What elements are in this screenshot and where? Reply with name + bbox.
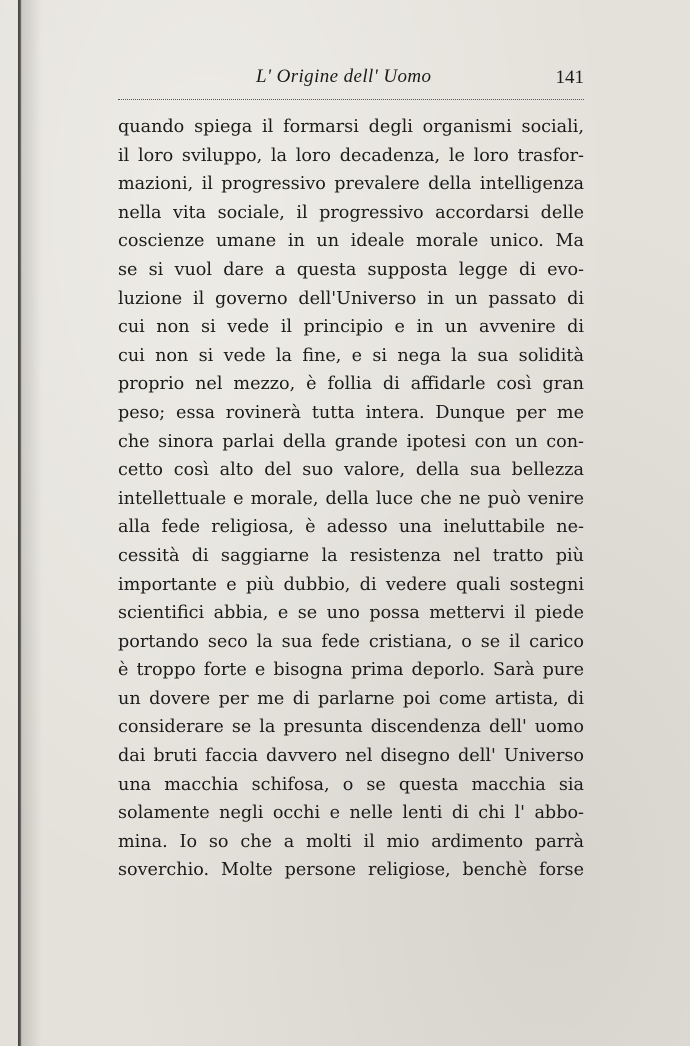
text-line: importante e più dubbio, di vedere quali sostegni [118,574,584,595]
text-line: portando seco la sua fede cristiana, o se il carico [118,631,584,652]
text-line: mazioni, il progressivo prevalere della intelligenza [118,174,584,195]
text-line: una macchia schifosa, o se questa macchia sia [118,774,584,795]
text-line: cetto così alto del suo valore, della sua bellezza [118,460,584,481]
text-line: è troppo forte e bisogna prima deporlo. Sarà pure [118,660,584,681]
text-line: dai bruti faccia davvero nel disegno dell' Universo [118,746,584,767]
text-line: cui non si vede il principio e in un avvenire di [118,317,584,338]
text-line: scientifici abbia, e se uno possa mettervi il piede [118,603,584,624]
text-line: soverchio. Molte persone religiose, benchè forse [118,860,584,881]
text-line: se si vuol dare a questa supposta legge di evo- [118,259,584,280]
text-line: alla fede religiosa, è adesso una ineluttabile ne- [118,517,584,538]
text-line: proprio nel mezzo, è follia di affidarle così gran [118,374,584,395]
text-line: peso; essa rovinerà tutta intera. Dunque per me [118,402,584,423]
page-number: 141 [555,67,584,88]
text-line: intellettuale e morale, della luce che ne può venire [118,488,584,509]
running-header [118,66,584,94]
text-line: coscienze umane in un ideale morale unico. Ma [118,231,584,252]
running-title: L' Origine dell' Uomo [256,66,432,87]
text-line: cessità di saggiarne la resistenza nel tratto più [118,545,584,566]
text-line: nella vita sociale, il progressivo accordarsi delle [118,202,584,223]
text-line: il loro sviluppo, la loro decadenza, le loro trasfor- [118,145,584,166]
text-line: mina. Io so che a molti il mio ardimento parrà [118,831,584,852]
text-line: cui non si vede la fine, e si nega la sua solidità [118,345,584,366]
text-line: un dovere per me di parlarne poi come artista, di [118,688,584,709]
binding-shadow [22,0,42,1046]
text-line: luzione il governo dell'Universo in un passato di [118,288,584,309]
body-text [118,113,584,885]
text-line: solamente negli occhi e nelle lenti di chi l' abbo- [118,803,584,824]
text-line: che sinora parlai della grande ipotesi con un con- [118,431,584,452]
text-line: quando spiega il formarsi degli organismi sociali, [118,117,584,137]
header-rule [118,99,584,100]
text-line: considerare se la presunta discendenza dell' uomo [118,717,584,738]
